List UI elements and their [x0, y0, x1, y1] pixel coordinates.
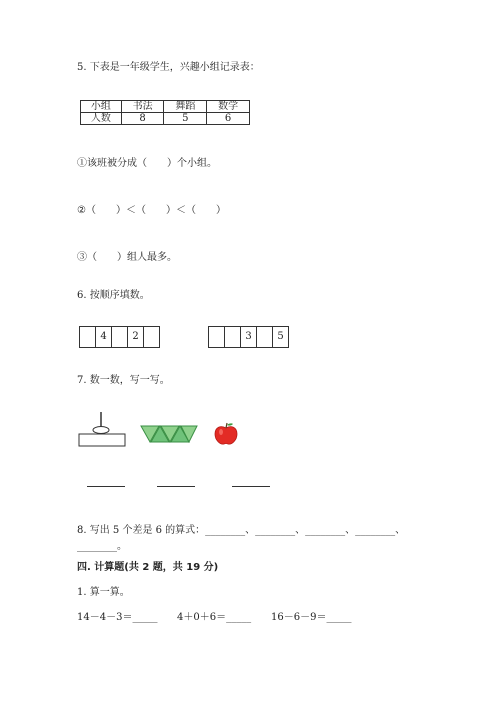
- sequence-boxes-1: [80, 326, 160, 348]
- answer-blank-count[interactable]: [157, 486, 195, 487]
- answer-blank-count[interactable]: [232, 486, 270, 487]
- answer-blank-count[interactable]: [87, 486, 125, 487]
- abacus-rod-icon: [77, 410, 127, 450]
- table-cell: 小组: [81, 101, 122, 113]
- table-cell: 8: [121, 113, 164, 125]
- table-cell: 书法: [121, 101, 164, 113]
- q5-sub1: ①该班被分成（ ）个小组。: [77, 158, 217, 169]
- number-box[interactable]: 3: [240, 326, 257, 348]
- q5-title: 5. 下表是一年级学生，兴趣小组记录表：: [77, 62, 260, 73]
- number-box[interactable]: [79, 326, 96, 348]
- number-box[interactable]: [208, 326, 225, 348]
- number-box[interactable]: [256, 326, 273, 348]
- q6-title: 6. 按顺序填数。: [77, 290, 150, 301]
- table-cell: 人数: [81, 113, 122, 125]
- calc-q1-title: 1. 算一算。: [77, 587, 130, 598]
- calc-expression: 14－4－3＝_____: [77, 612, 158, 623]
- section-heading: 四. 计算题(共 2 题，共 19 分): [77, 562, 219, 573]
- table-cell: 6: [207, 113, 250, 125]
- sequence-boxes-2: [209, 326, 289, 348]
- table-row: [81, 113, 250, 125]
- q5-sub2: ②（ ）＜（ ）＜（ ）: [77, 205, 226, 216]
- q5-sub3: ③（ ）组人最多。: [77, 252, 177, 263]
- table-cell: 数学: [207, 101, 250, 113]
- number-box[interactable]: [143, 326, 160, 348]
- triangles-icon: [140, 424, 198, 444]
- q8-line1: 8. 写出 5 个差是 6 的算式：________、________、________、________、: [77, 525, 406, 536]
- q7-title: 7. 数一数，写一写。: [77, 375, 170, 386]
- table-header-row: [81, 101, 250, 113]
- table-cell: 5: [164, 113, 207, 125]
- table-cell: 舞蹈: [164, 101, 207, 113]
- calc-expression: 4＋0＋6＝_____: [177, 612, 252, 623]
- number-box[interactable]: 2: [127, 326, 144, 348]
- number-box[interactable]: 4: [95, 326, 112, 348]
- number-box[interactable]: 5: [272, 326, 289, 348]
- number-box[interactable]: [111, 326, 128, 348]
- interest-group-table: [80, 100, 250, 125]
- q8-line2: ________。: [77, 541, 127, 552]
- number-box[interactable]: [224, 326, 241, 348]
- apple-icon: [213, 422, 239, 446]
- calc-expression: 16－6－9＝_____: [271, 612, 352, 623]
